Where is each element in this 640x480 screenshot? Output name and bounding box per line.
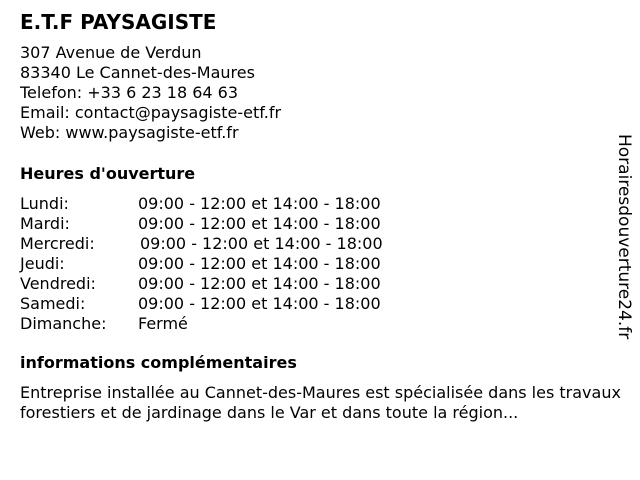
day-label: Mercredi: [20, 234, 95, 253]
phone-number[interactable]: Telefon: +33 6 23 18 64 63 [20, 83, 239, 102]
day-label: Lundi: [20, 194, 69, 213]
hours-row-sunday [20, 314, 440, 334]
time-range: 09:00 - 12:00 et 14:00 - 18:00 [138, 254, 381, 273]
time-range: 09:00 - 12:00 et 14:00 - 18:00 [140, 234, 383, 253]
day-label: Dimanche: [20, 314, 107, 333]
hours-heading: Heures d'ouverture [20, 164, 196, 183]
opening-hours-table [20, 194, 440, 334]
day-label: Mardi: [20, 214, 70, 233]
day-label: Samedi: [20, 294, 86, 313]
hours-row-saturday [20, 294, 440, 314]
info-description: Entreprise installée au Cannet-des-Maures est spécialisée dans les travaux forestiers et de jardinage dans le Var et dans toute la région... [20, 383, 621, 422]
site-watermark: Horairesdouverture24.fr [614, 134, 634, 340]
hours-row-wednesday [20, 234, 440, 254]
address-street: 307 Avenue de Verdun [20, 43, 202, 62]
time-range: Fermé [138, 314, 188, 333]
hours-row-tuesday [20, 214, 440, 234]
time-range: 09:00 - 12:00 et 14:00 - 18:00 [138, 294, 381, 313]
info-heading: informations complémentaires [20, 353, 297, 372]
website-link[interactable]: Web: www.paysagiste-etf.fr [20, 123, 239, 142]
email-address[interactable]: Email: contact@paysagiste-etf.fr [20, 103, 282, 122]
day-label: Jeudi: [20, 254, 65, 273]
hours-row-thursday [20, 254, 440, 274]
hours-row-monday [20, 194, 440, 214]
hours-row-friday [20, 274, 440, 294]
time-range: 09:00 - 12:00 et 14:00 - 18:00 [138, 274, 381, 293]
contact-block [20, 43, 281, 143]
address-city: 83340 Le Cannet-des-Maures [20, 63, 255, 82]
time-range: 09:00 - 12:00 et 14:00 - 18:00 [138, 214, 381, 233]
day-label: Vendredi: [20, 274, 96, 293]
business-name: E.T.F PAYSAGISTE [20, 10, 217, 34]
time-range: 09:00 - 12:00 et 14:00 - 18:00 [138, 194, 381, 213]
